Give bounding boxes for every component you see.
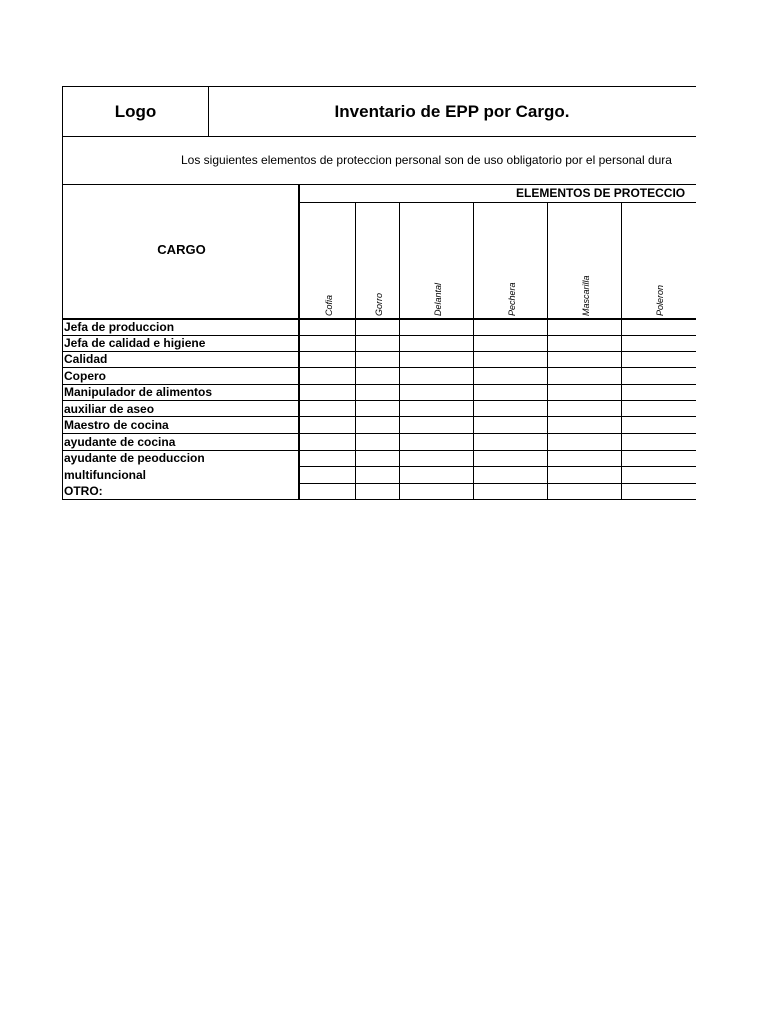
column-label-poleron: Poleron bbox=[655, 284, 665, 316]
row-label: OTRO: bbox=[64, 484, 103, 498]
row-label: Calidad bbox=[64, 352, 108, 366]
column-divider bbox=[473, 319, 474, 500]
row-divider bbox=[62, 400, 696, 401]
document-title-cell bbox=[208, 86, 696, 137]
row-divider bbox=[62, 367, 696, 368]
row-label: multifuncional bbox=[64, 468, 146, 482]
logo-cell bbox=[62, 86, 209, 137]
cell-divider bbox=[300, 483, 696, 484]
row-label: Manipulador de alimentos bbox=[64, 385, 213, 399]
column-label-pechera: Pechera bbox=[506, 282, 517, 316]
column-divider bbox=[399, 319, 400, 500]
intro-text: Los siguientes elementos de proteccion personal son de uso obligatorio por el personal dura bbox=[62, 136, 696, 185]
column-label-delantal: Delantal bbox=[432, 282, 443, 316]
table-bottom-border bbox=[62, 499, 696, 500]
elements-header: ELEMENTOS DE PROTECCIO bbox=[300, 184, 696, 203]
cargo-header bbox=[62, 184, 300, 319]
row-label: ayudante de cocina bbox=[64, 435, 176, 449]
column-divider bbox=[621, 319, 622, 500]
row-label: ayudante de peoduccion bbox=[64, 451, 205, 465]
column-header-delantal bbox=[400, 203, 474, 319]
document-title: Inventario de EPP por Cargo. bbox=[334, 101, 570, 121]
column-label-mascarilla: Mascarilla bbox=[580, 275, 591, 316]
column-header-pechera bbox=[474, 203, 548, 319]
table-left-border bbox=[62, 319, 63, 500]
cell-divider bbox=[300, 466, 696, 467]
column-header-mascarilla bbox=[548, 203, 622, 319]
row-label: Maestro de cocina bbox=[64, 418, 169, 432]
column-divider bbox=[355, 319, 356, 500]
column-divider bbox=[547, 319, 548, 500]
column-label-gorro: Gorro bbox=[373, 292, 384, 316]
row-label: Jefa de produccion bbox=[64, 320, 175, 334]
cargo-column-divider bbox=[298, 184, 300, 499]
row-label: auxiliar de aseo bbox=[64, 402, 155, 416]
row-divider bbox=[62, 351, 696, 352]
cargo-header-label: CARGO bbox=[157, 242, 206, 257]
column-header-poleron bbox=[622, 203, 696, 319]
column-label-cofia: Cofia bbox=[323, 294, 334, 316]
row-label: Jefa de calidad e higiene bbox=[64, 336, 206, 350]
column-header-cofia bbox=[300, 203, 356, 319]
logo-label: Logo bbox=[114, 101, 157, 121]
column-header-gorro bbox=[356, 203, 400, 319]
row-label: Copero bbox=[64, 369, 106, 383]
